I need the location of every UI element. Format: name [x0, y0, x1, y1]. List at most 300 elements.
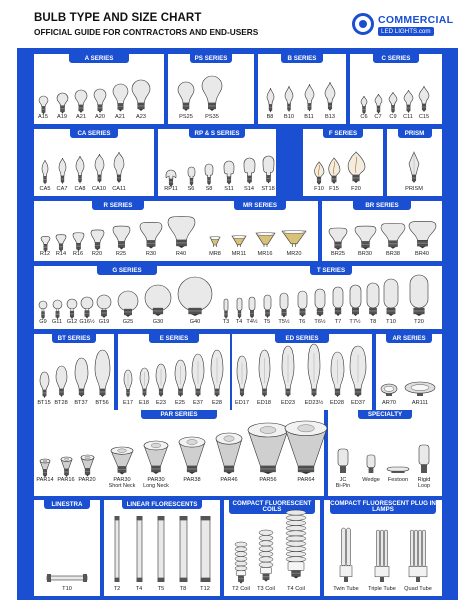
- section-title: A SERIES: [69, 54, 129, 63]
- bulb-label: [299, 319, 306, 325]
- section-a: [34, 54, 164, 124]
- bulb-label-text: B8: [266, 114, 274, 120]
- bulb-label-text: AR111: [411, 400, 429, 406]
- section-b: [258, 54, 346, 124]
- bulb-label-text: E17: [123, 400, 133, 406]
- bulb-t-8-icon: [348, 283, 363, 317]
- bulb-label-text: S11: [224, 186, 234, 192]
- section-g: [34, 266, 220, 329]
- bulb-label-text: T7½: [349, 319, 361, 325]
- bulb-label-text: T2: [113, 586, 121, 592]
- bulb-label: [405, 186, 423, 192]
- bulb-label-text: G40: [189, 319, 201, 325]
- bulb-label: [305, 400, 324, 406]
- bulb-label-text: R40: [175, 251, 187, 257]
- bulb-ca-0-icon: [40, 158, 50, 184]
- section-title: B SERIES: [281, 54, 323, 63]
- bulb-label: [206, 186, 213, 192]
- bulb-r-5-icon: [138, 219, 164, 249]
- bulb-rp-2-icon: [203, 162, 215, 184]
- bulb-ed-0-icon: [235, 354, 249, 398]
- page-subtitle: OFFICIAL GUIDE FOR CONTRACTORS AND END-USERS: [34, 27, 259, 37]
- bulb-linf-3-icon: [178, 514, 189, 584]
- bulb-label-text: CA7: [56, 186, 68, 192]
- bulb-label: [143, 477, 169, 489]
- bulb-label-text: C9: [389, 114, 397, 120]
- bulb-label-text: PAR56: [259, 477, 277, 483]
- bulb-label-text: T5: [263, 319, 271, 325]
- bulb-label-text: G12: [66, 319, 78, 325]
- bulb-label: [419, 114, 429, 120]
- bulb-label-text: T5½: [278, 319, 290, 325]
- bulb-t-4-icon: [278, 291, 290, 317]
- bulb-label-text: A23: [136, 114, 146, 120]
- bulb-label: [304, 114, 314, 120]
- logo-url: LED LIGHTS.com: [378, 27, 434, 36]
- section-title: COMPACT FLUORESCENT PLUG IN LAMPS: [330, 499, 436, 513]
- bulb-label: [95, 114, 105, 120]
- bulb-b-0-icon: [265, 86, 276, 112]
- bulb-label-text: T12: [200, 586, 210, 592]
- bulb-t-0-icon: [222, 297, 230, 317]
- bulb-br-2-icon: [379, 220, 407, 249]
- bulb-t-5-icon: [296, 289, 309, 317]
- bulb-label-text: ED23: [281, 400, 295, 406]
- bulb-label-text: E25: [175, 400, 185, 406]
- bulb-label-text: Triple Tube: [368, 586, 396, 592]
- bulb-cflp-0-icon: [339, 526, 353, 584]
- bulb-label-text: PAR64: [297, 477, 315, 483]
- section-title: E SERIES: [149, 334, 199, 343]
- bulb-label: [297, 477, 314, 483]
- bulb-label-text: T2 Coil: [232, 586, 250, 592]
- bulb-label-text: F20: [351, 186, 361, 192]
- bulb-label-text: T20: [414, 319, 424, 325]
- bulb-label-text: JC: [339, 477, 347, 483]
- bulb-g-3-icon: [79, 295, 95, 317]
- bulb-label-text: A19: [57, 114, 67, 120]
- bulb-label: [92, 251, 102, 257]
- bulb-label-text: E18: [139, 400, 149, 406]
- section-lin: [34, 500, 100, 596]
- bulb-label: [264, 319, 271, 325]
- bulb-label: [314, 186, 324, 192]
- bulb-label: [330, 400, 344, 406]
- bulb-label: [223, 319, 230, 325]
- bulb-label-text: BR25: [331, 251, 345, 257]
- bulb-label: [193, 400, 203, 406]
- bulb-r-1-icon: [54, 232, 68, 249]
- bulb-label-text: F10: [314, 186, 324, 192]
- bulb-spec-3-icon: [417, 443, 431, 475]
- section-title: BR SERIES: [353, 201, 411, 210]
- bulb-e-1-icon: [138, 366, 151, 398]
- bulb-label: [331, 251, 345, 257]
- bulb-e-5-icon: [209, 348, 225, 398]
- section-br: [322, 201, 442, 261]
- bulb-f-1-icon: [326, 156, 342, 184]
- bulb-label: [386, 319, 396, 325]
- bulb-par-3-icon: [109, 445, 135, 475]
- bulb-ed-2-icon: [280, 344, 296, 398]
- bulb-label-text: G16½: [79, 319, 95, 325]
- bulb-label: [415, 251, 429, 257]
- section-f: [303, 129, 383, 196]
- bulb-label: [179, 114, 193, 120]
- brand-logo[interactable]: [352, 11, 452, 43]
- bulb-cfl-0-icon: [233, 540, 249, 584]
- bulb-label: [389, 114, 396, 120]
- bulb-label: [360, 114, 367, 120]
- bulb-c-0-icon: [359, 94, 369, 112]
- bulb-label: [232, 251, 247, 257]
- bulb-label-text: BR30: [358, 251, 372, 257]
- section-ar: [376, 334, 442, 410]
- bulb-label-text: R25: [115, 251, 127, 257]
- section-title: AR SERIES: [386, 334, 432, 343]
- bulb-ca-1-icon: [57, 156, 68, 184]
- bulb-label-text: PAR30: [113, 477, 131, 483]
- bulb-label-text: RP11: [164, 186, 178, 192]
- bulb-label-text: A20: [95, 114, 105, 120]
- bulb-label: [388, 477, 408, 483]
- bulb-label: [284, 114, 294, 120]
- bulb-label: [164, 186, 178, 192]
- bulb-label: [349, 319, 360, 325]
- section-title: ED SERIES: [275, 334, 329, 343]
- section-e: [118, 334, 230, 410]
- bulb-label: [212, 400, 222, 406]
- bulb-e-4-icon: [190, 352, 206, 398]
- bulb-label-text: BT56: [95, 400, 109, 406]
- bulb-label: [325, 114, 335, 120]
- bulb-label: [156, 400, 166, 406]
- bulb-label: [370, 319, 377, 325]
- bulb-label-text: Quad Tube: [404, 586, 432, 592]
- bulb-g-7-icon: [176, 275, 214, 317]
- bulb-t-2-icon: [247, 295, 257, 317]
- bulb-label-text: B13: [325, 114, 335, 120]
- bulb-label-text: ED17: [235, 400, 249, 406]
- section-title: R SERIES: [92, 201, 144, 210]
- bulb-label: [78, 477, 95, 483]
- bulb-label-text: G25: [122, 319, 134, 325]
- bulb-label: [180, 586, 187, 592]
- bulb-label-text: A21: [76, 114, 86, 120]
- bulb-t-6-icon: [313, 287, 327, 317]
- bulb-label: [333, 586, 359, 592]
- bulb-label-text: PAR16: [57, 477, 75, 483]
- bulb-cfl-2-icon: [284, 508, 308, 584]
- bulb-g-4-icon: [95, 293, 113, 317]
- section-ed: [232, 334, 372, 410]
- bulb-label-text: C7: [374, 114, 382, 120]
- bulb-label-text: G9: [39, 319, 47, 325]
- bulb-label-text: B10: [284, 114, 294, 120]
- bulb-label-text: ED37: [351, 400, 365, 406]
- bulb-label: [412, 400, 428, 406]
- bulb-e-0-icon: [122, 368, 134, 398]
- bulb-label: [351, 186, 361, 192]
- bulb-ar-1-icon: [403, 380, 437, 398]
- bulb-label: [209, 251, 221, 257]
- bulb-r-3-icon: [89, 227, 106, 249]
- bulb-sub-label: Short Neck: [108, 483, 136, 489]
- bulb-rp-4-icon: [242, 156, 257, 184]
- bulb-label: [62, 586, 72, 592]
- section-cfl: [224, 500, 320, 596]
- bulb-label-text: Festoon: [387, 477, 409, 483]
- bulb-label-text: R12: [39, 251, 51, 257]
- section-cflp: [324, 500, 442, 596]
- bulb-label: [287, 586, 305, 592]
- bulb-label-text: BT15: [37, 400, 51, 406]
- bulb-label: [414, 319, 424, 325]
- bulb-label: [329, 186, 339, 192]
- bulb-label-text: CA8: [74, 186, 86, 192]
- bulb-spec-0-icon: [336, 447, 350, 475]
- bulb-label-text: ED18: [257, 400, 271, 406]
- bulb-lin-0-icon: [45, 572, 89, 584]
- bulb-label-text: T5: [157, 586, 165, 592]
- bulb-label-text: T7: [334, 319, 342, 325]
- bulb-label: [205, 114, 219, 120]
- bulb-b-2-icon: [303, 82, 316, 112]
- bulb-label-text: BT28: [54, 400, 68, 406]
- bulb-ar-0-icon: [379, 382, 399, 398]
- section-ca: [34, 129, 154, 196]
- section-spec: [328, 410, 442, 496]
- bulb-label: [190, 319, 201, 325]
- bulb-g-5-icon: [116, 289, 140, 317]
- bulb-linf-0-icon: [113, 514, 121, 584]
- bulb-linf-1-icon: [135, 514, 144, 584]
- bulb-par-6-icon: [214, 431, 244, 475]
- section-par: [34, 410, 324, 496]
- bulb-label-text: MR16: [257, 251, 273, 257]
- bulb-label-text: ED23½: [304, 400, 324, 406]
- section-mr: [202, 201, 318, 261]
- bulb-label: [176, 251, 186, 257]
- bulb-label: [95, 400, 108, 406]
- bulb-label: [57, 186, 68, 192]
- bulb-label-text: BT37: [74, 400, 88, 406]
- bulb-par-2-icon: [79, 453, 96, 475]
- bulb-label-text: MR20: [286, 251, 302, 257]
- bulb-sub-label: Long Neck: [143, 483, 169, 489]
- section-c: [350, 54, 442, 124]
- bulb-label-text: T10: [62, 586, 72, 592]
- bulb-label-text: PAR46: [220, 477, 238, 483]
- bulb-label-text: A21: [115, 114, 125, 120]
- section-ps: [168, 54, 254, 124]
- bulb-label: [236, 319, 243, 325]
- bulb-bt-0-icon: [38, 370, 51, 398]
- bulb-label: [314, 319, 325, 325]
- bulb-label: [244, 186, 254, 192]
- bulb-label: [67, 319, 78, 325]
- bulb-label: [52, 319, 62, 325]
- bulb-g-1-icon: [51, 298, 64, 317]
- bulb-label-text: MR8: [209, 251, 221, 257]
- bulb-label: [403, 114, 413, 120]
- bulb-label-text: Twin Tube: [333, 586, 359, 592]
- bulb-label-text: T4½: [246, 319, 258, 325]
- bulb-label: [139, 400, 149, 406]
- bulb-mr-3-icon: [280, 229, 308, 249]
- bulb-label-text: E37: [193, 400, 203, 406]
- bulb-label: [136, 114, 146, 120]
- bulb-sub-label: Loop: [418, 483, 430, 489]
- bulb-a-1-icon: [55, 91, 70, 112]
- bulb-a-4-icon: [111, 82, 130, 112]
- bulb-g-6-icon: [143, 283, 173, 317]
- bulb-f-0-icon: [312, 160, 326, 184]
- bulb-t-10-icon: [382, 277, 400, 317]
- bulb-label-text: T6½: [314, 319, 326, 325]
- bulb-label-text: PRISM: [405, 186, 423, 192]
- bulb-label: [336, 477, 350, 489]
- logo-circle-icon: [352, 13, 374, 35]
- section-title: LINESTRA: [44, 500, 90, 509]
- bulb-f-2-icon: [345, 150, 367, 184]
- bulb-label: [335, 319, 342, 325]
- bulb-label: [261, 186, 274, 192]
- section-title: RP & S SERIES: [189, 129, 245, 138]
- section-title: G SERIES: [97, 266, 157, 275]
- bulb-g-2-icon: [65, 297, 79, 317]
- bulb-label: [418, 477, 431, 489]
- bulb-par-4-icon: [142, 439, 170, 475]
- bulb-label: [258, 251, 273, 257]
- bulb-linf-2-icon: [156, 514, 166, 584]
- bulb-label-text: R16: [72, 251, 84, 257]
- bulb-label-text: E23: [156, 400, 166, 406]
- bulb-label-text: PS25: [179, 114, 193, 120]
- bulb-label: [123, 400, 133, 406]
- bulb-label: [40, 186, 51, 192]
- bulb-label-text: ST18: [261, 186, 275, 192]
- bulb-ps-1-icon: [200, 74, 224, 112]
- bulb-label-text: G19: [98, 319, 110, 325]
- bulb-sub-label: Bi-Pin: [335, 483, 351, 489]
- bulb-label-text: BR40: [415, 251, 429, 257]
- bulb-label: [386, 251, 400, 257]
- bulb-r-2-icon: [71, 230, 86, 249]
- bulb-bt-3-icon: [93, 348, 112, 398]
- bulb-label: [112, 186, 126, 192]
- bulb-label: [404, 586, 432, 592]
- bulb-label: [109, 477, 136, 489]
- bulb-label-text: T4: [135, 586, 143, 592]
- bulb-c-2-icon: [387, 90, 399, 112]
- bulb-label-text: E28: [212, 400, 222, 406]
- bulb-label: [257, 586, 275, 592]
- bulb-mr-1-icon: [230, 234, 248, 249]
- bulb-label-text: S6: [187, 186, 195, 192]
- bulb-par-5-icon: [177, 435, 207, 475]
- bulb-b-3-icon: [323, 80, 337, 112]
- section-rp: [158, 129, 276, 196]
- bulb-label-text: CA10: [92, 186, 106, 192]
- section-linf: [104, 500, 220, 596]
- bulb-label: [116, 251, 126, 257]
- bulb-label: [79, 319, 94, 325]
- bulb-c-1-icon: [373, 92, 384, 112]
- bulb-label: [158, 586, 165, 592]
- bulb-t-7-icon: [331, 285, 345, 317]
- bulb-cflp-2-icon: [408, 528, 428, 584]
- bulb-label: [36, 477, 53, 483]
- bulb-label: [257, 400, 271, 406]
- section-title: SPECIALTY: [358, 410, 412, 419]
- page-title: BULB TYPE AND SIZE CHART: [34, 12, 202, 24]
- bulb-label: [188, 186, 195, 192]
- bulb-label: [220, 477, 237, 483]
- bulb-label-text: C6: [360, 114, 368, 120]
- bulb-label: [246, 319, 257, 325]
- bulb-spec-2-icon: [385, 465, 411, 475]
- bulb-label: [56, 251, 66, 257]
- bulb-b-1-icon: [283, 84, 295, 112]
- bulb-label-text: CA11: [112, 186, 126, 192]
- bulb-label-text: A15: [38, 114, 48, 120]
- bulb-br-3-icon: [407, 218, 438, 249]
- section-title: F SERIES: [323, 129, 363, 138]
- bulb-label: [278, 319, 289, 325]
- section-title: MR SERIES: [234, 201, 286, 210]
- bulb-label-text: MR11: [231, 251, 247, 257]
- bulb-label: [146, 251, 156, 257]
- bulb-label-text: CA5: [39, 186, 51, 192]
- bulb-label-text: T10: [386, 319, 396, 325]
- bulb-label-text: F15: [329, 186, 339, 192]
- section-title: COMPACT FLUORESCENT COILS: [229, 500, 315, 514]
- section-title: LINEAR FLORESCENTS: [122, 500, 202, 509]
- bulb-label: [183, 477, 200, 483]
- bulb-label: [259, 477, 276, 483]
- bulb-prism-0-icon: [407, 150, 421, 184]
- bulb-label: [54, 400, 67, 406]
- bulb-c-3-icon: [402, 88, 415, 112]
- bulb-ed-3-icon: [306, 342, 322, 398]
- bulb-ed-1-icon: [257, 348, 272, 398]
- bulb-label-text: G30: [152, 319, 164, 325]
- bulb-label: [136, 586, 143, 592]
- bulb-label-text: ED28: [330, 400, 344, 406]
- bulb-ca-2-icon: [74, 154, 86, 184]
- section-r: [34, 201, 202, 261]
- bulb-par-1-icon: [59, 455, 74, 475]
- bulb-linf-4-icon: [199, 514, 212, 584]
- bulb-label: [75, 186, 86, 192]
- bulb-label: [224, 186, 234, 192]
- bulb-label-text: PS35: [205, 114, 219, 120]
- bulb-label-text: PAR30: [147, 477, 165, 483]
- bulb-label: [281, 400, 295, 406]
- section-title: C SERIES: [373, 54, 419, 63]
- bulb-par-8-icon: [283, 419, 329, 475]
- bulb-r-6-icon: [166, 213, 197, 249]
- bulb-label: [374, 114, 381, 120]
- bulb-label: [123, 319, 134, 325]
- bulb-label-text: G11: [51, 319, 63, 325]
- bulb-label-text: T3 Coil: [257, 586, 275, 592]
- bulb-t-11-icon: [408, 273, 430, 317]
- section-title: PAR SERIES: [141, 410, 217, 419]
- bulb-label-text: C11: [403, 114, 413, 120]
- bulb-rp-1-icon: [186, 165, 197, 184]
